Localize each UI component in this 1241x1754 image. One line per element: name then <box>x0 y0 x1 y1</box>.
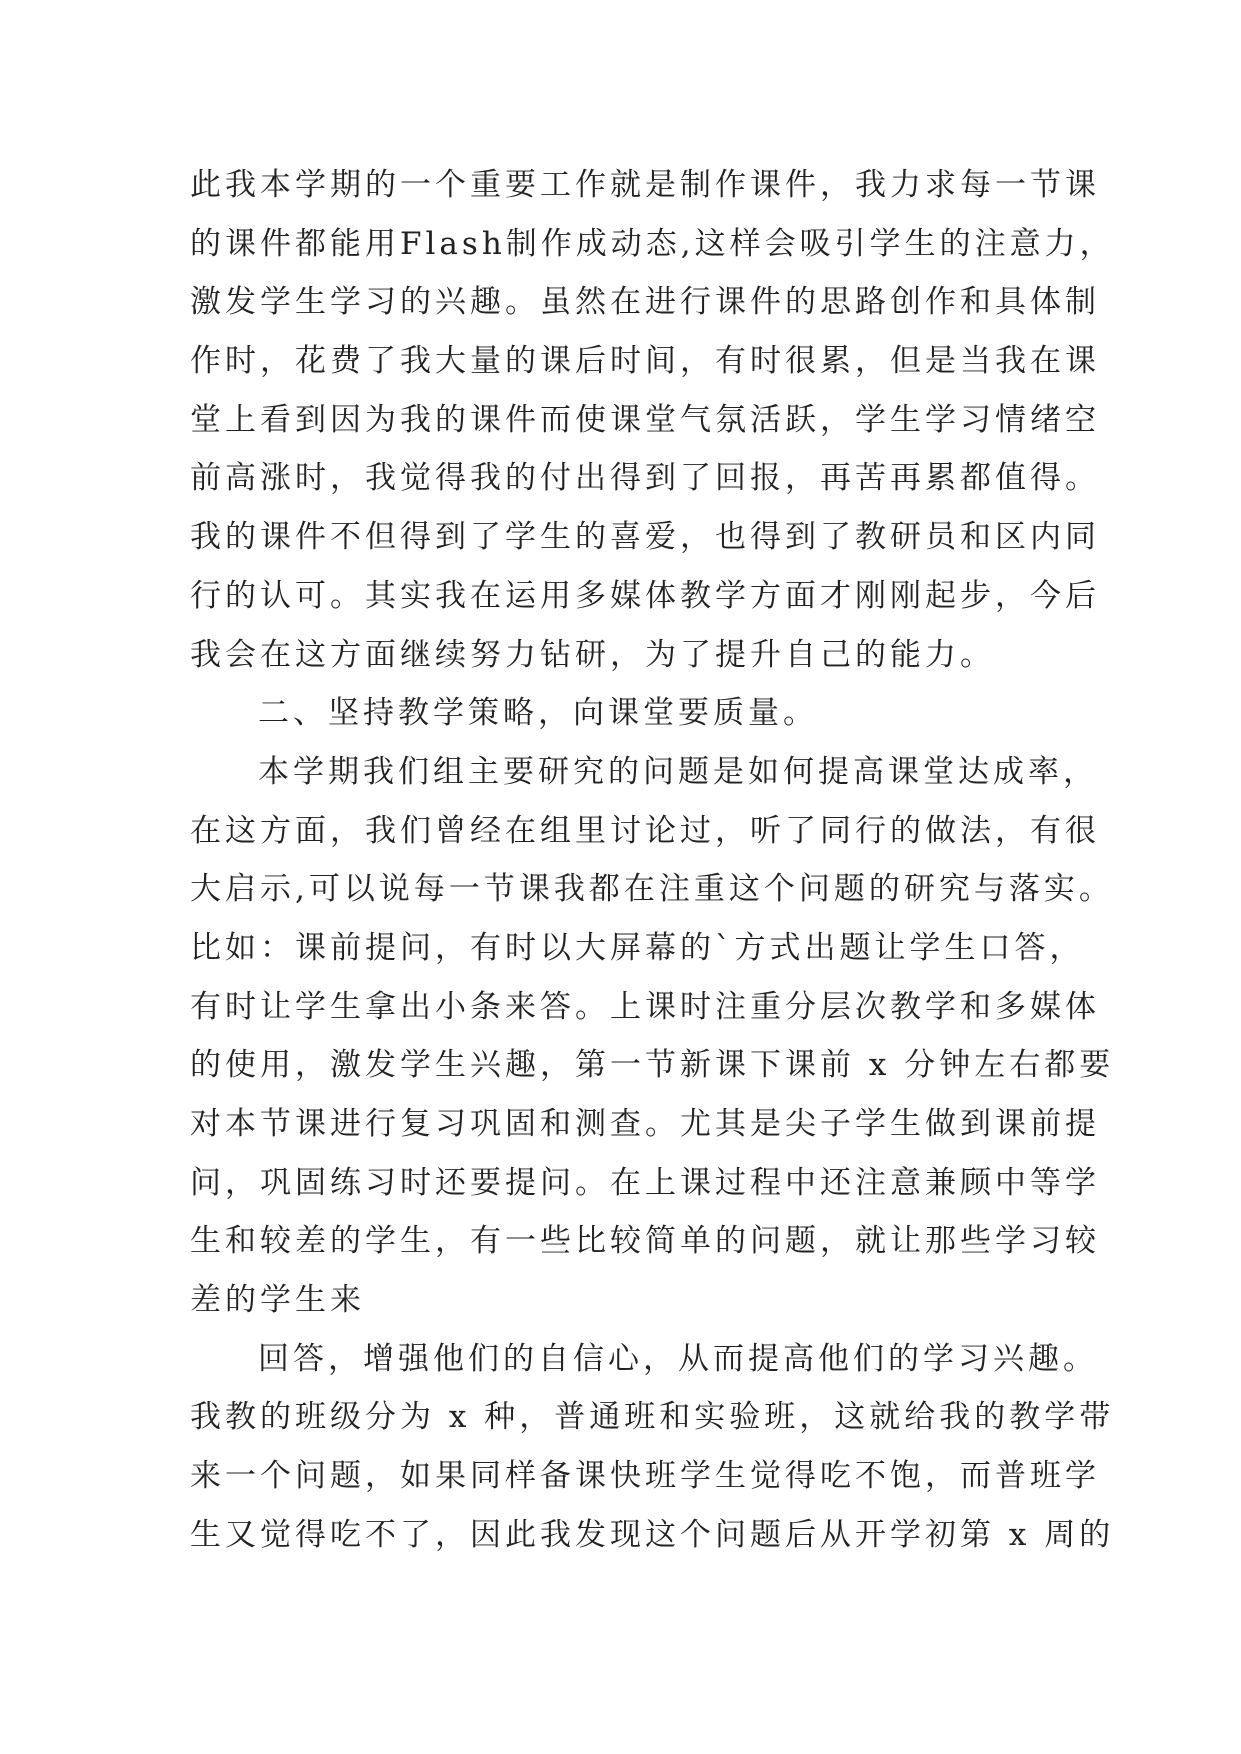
text-line: 前高涨时，我觉得我的付出得到了回报，再苦再累都值得。 <box>190 460 1100 497</box>
text-line: 在这方面，我们曾经在组里讨论过，听了同行的做法，有很 <box>190 812 1100 849</box>
text-line: 生和较差的学生，有一些比较简单的问题，就让那些学习较 <box>190 1223 1100 1260</box>
section-heading: 二、坚持教学策略，向课堂要质量。 <box>258 695 818 732</box>
text-line: 生又觉得吃不了，因此我发现这个问题后从开学初第 x 周的 <box>190 1516 1115 1553</box>
text-line: 我会在这方面继续努力钻研，为了提升自己的能力。 <box>190 636 995 673</box>
text-line: 行的认可。其实我在运用多媒体教学方面才刚刚起步，今后 <box>190 577 1100 614</box>
text-line: 的使用，激发学生兴趣，第一节新课下课前 x 分钟左右都要 <box>190 1047 1115 1084</box>
text-line: 对本节课进行复习巩固和测查。尤其是尖子学生做到课前提 <box>190 1106 1100 1142</box>
text-line: 我的课件不但得到了学生的喜爱，也得到了教研员和区内同 <box>190 519 1100 556</box>
text-line: 大启示,可以说每一节课我都在注重这个问题的研究与落实。 <box>190 871 1114 908</box>
text-line: 回答，增强他们的自信心，从而提高他们的学习兴趣。 <box>258 1340 1098 1377</box>
text-line: 有时让学生拿出小条来答。上课时注重分层次教学和多媒体 <box>190 988 1100 1025</box>
text-line: 差的学生来 <box>190 1282 365 1319</box>
text-line: 我教的班级分为 x 种，普通班和实验班，这就给我的教学带 <box>190 1399 1115 1436</box>
text-line: 激发学生学习的兴趣。虽然在进行课件的思路创作和具体制 <box>190 284 1100 321</box>
text-line: 堂上看到因为我的课件而使课堂气氛活跃，学生学习情绪空 <box>190 401 1100 438</box>
text-line: 此我本学期的一个重要工作就是制作课件，我力求每一节课 <box>190 167 1100 203</box>
text-line: 本学期我们组主要研究的问题是如何提高课堂达成率， <box>258 753 1098 790</box>
text-line: 比如：课前提问，有时以大屏幕的`方式出题让学生口答， <box>190 929 1085 966</box>
text-line: 问，巩固练习时还要提问。在上课过程中还注意兼顾中等学 <box>190 1164 1100 1201</box>
text-line: 来一个问题，如果同样备课快班学生觉得吃不饱，而普班学 <box>190 1458 1100 1495</box>
text-line: 的课件都能用Flash制作成动态,这样会吸引学生的注意力， <box>190 225 1115 262</box>
text-line: 作时，花费了我大量的课后时间，有时很累，但是当我在课 <box>190 343 1100 380</box>
body-text <box>190 156 1115 1565</box>
